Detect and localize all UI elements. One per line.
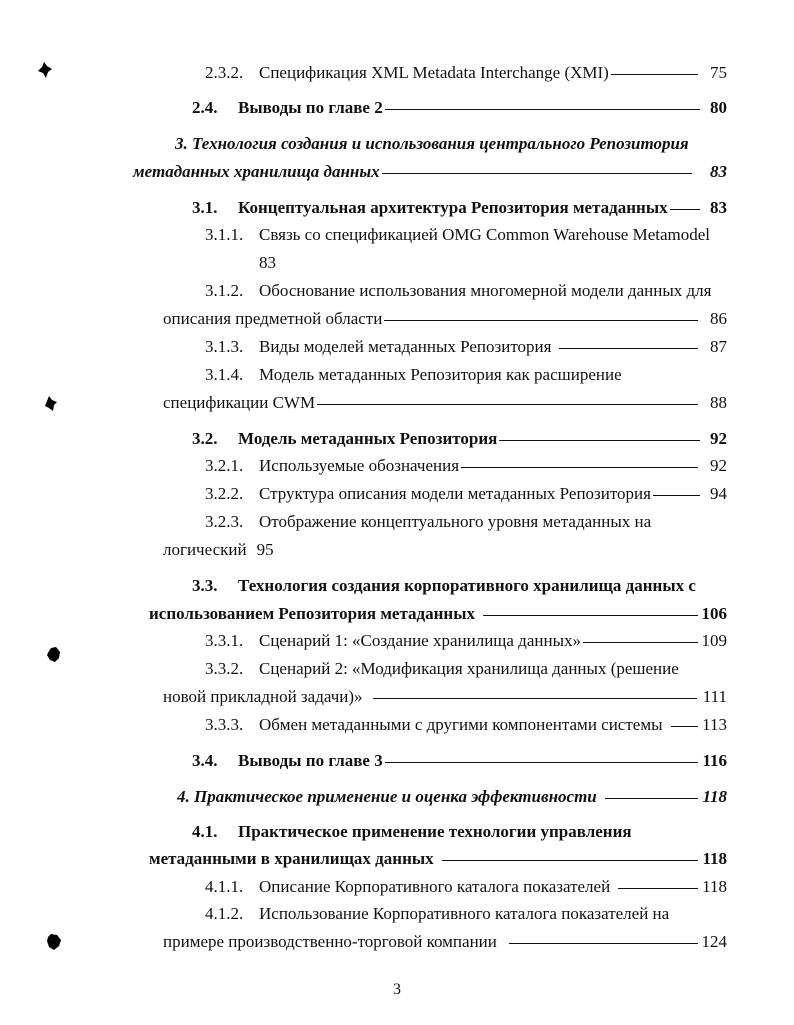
- toc-entry-3-1-4-line1[interactable]: [205, 364, 727, 386]
- toc-title-continued: использованием Репозитория метаданных: [149, 604, 475, 623]
- toc-entry-3-2-3[interactable]: [163, 539, 274, 561]
- toc-leader: [618, 888, 698, 889]
- toc-page-number: 95: [256, 540, 274, 559]
- toc-number: 3.2.3.: [205, 512, 244, 531]
- toc-leader: [499, 440, 700, 441]
- toc-entry-3-2[interactable]: [192, 428, 727, 450]
- scan-blot-icon: [44, 396, 58, 412]
- toc-page-number: 94: [710, 484, 727, 503]
- scan-blot-icon: [47, 934, 61, 950]
- toc-title: Практическое применение технологии управления: [238, 822, 632, 841]
- toc-title-continued: описания предметной области: [163, 309, 383, 328]
- toc-entry-3-1-3[interactable]: [205, 336, 727, 358]
- toc-leader: [653, 495, 700, 496]
- toc-leader: [483, 615, 698, 616]
- toc-page-number: 118: [702, 787, 727, 806]
- toc-leader: [385, 762, 699, 763]
- toc-number: 4.1.2.: [205, 904, 244, 923]
- toc-entry-3-3-line1[interactable]: [192, 575, 727, 597]
- toc-page-number: 83: [259, 253, 276, 272]
- toc-title: Выводы по главе 3: [238, 751, 383, 770]
- toc-number: 3.4.: [192, 751, 218, 770]
- toc-entry-3-line1[interactable]: 3. Технология создания и использования центрального Репозитория: [175, 134, 689, 153]
- toc-title: Использование Корпоративного каталога показателей на: [259, 904, 670, 923]
- toc-page-number: 83: [710, 162, 727, 181]
- toc-leader: [384, 320, 698, 321]
- toc-entry-3-3-2[interactable]: [163, 686, 727, 708]
- toc-number: 3.2.1.: [205, 456, 244, 475]
- toc-page-number: 118: [702, 877, 727, 896]
- toc-entry-3-4[interactable]: [192, 750, 727, 772]
- toc-page-number: 116: [702, 751, 727, 770]
- toc-leader: [671, 726, 699, 727]
- toc-entry-4-1-2[interactable]: [163, 931, 727, 953]
- toc-page-number: 87: [710, 337, 727, 356]
- toc-entry-3-3[interactable]: [149, 603, 727, 625]
- toc-leader: [382, 173, 692, 174]
- toc-leader: [559, 348, 698, 349]
- toc-page-number: 86: [710, 309, 727, 328]
- toc-number: 2.4.: [192, 98, 218, 117]
- toc-page-number: 83: [710, 198, 727, 217]
- toc-number: 3.1.: [192, 198, 218, 217]
- toc-number: 3.3.2.: [205, 659, 244, 678]
- toc-title: Отображение концептуального уровня метаданных на: [259, 512, 652, 531]
- toc-entry-4-1[interactable]: [149, 848, 727, 870]
- page-number-footer: 3: [393, 981, 401, 998]
- toc-leader: [461, 467, 698, 468]
- toc-title-continued: спецификации CWM: [163, 393, 316, 412]
- toc-page-number: 92: [710, 456, 727, 475]
- toc-page-number: 80: [710, 98, 727, 117]
- toc-leader: [670, 209, 700, 210]
- toc-entry-3-3-2-line1[interactable]: [205, 658, 727, 680]
- toc-number: 3.1.3.: [205, 337, 244, 356]
- toc-entry-3-2-1[interactable]: [205, 455, 727, 477]
- toc-title: Сценарий 1: «Создание хранилища данных»: [259, 631, 581, 650]
- toc-entry-3[interactable]: [133, 161, 727, 183]
- toc-entry-3-3-3[interactable]: [205, 714, 727, 736]
- toc-entry-4-1-2-line1[interactable]: [205, 903, 727, 925]
- toc-leader: [611, 74, 698, 75]
- toc-entry-3-2-2[interactable]: [205, 483, 727, 505]
- toc-entry-3-1-1[interactable]: [205, 224, 727, 246]
- toc-title: Концептуальная архитектура Репозитория метаданных: [238, 198, 668, 217]
- toc-number: 3.3.3.: [205, 715, 244, 734]
- toc-leader: [442, 860, 699, 861]
- toc-leader: [583, 642, 698, 643]
- toc-title-continued: новой прикладной задачи)»: [163, 687, 363, 706]
- toc-title: Обоснование использования многомерной модели данных для: [259, 281, 712, 300]
- toc-entry-4-1-line1[interactable]: [192, 821, 727, 843]
- toc-entry-4-1-1[interactable]: [205, 876, 727, 898]
- toc-entry-2-3-2[interactable]: [205, 62, 727, 84]
- toc-title: Связь со спецификацией OMG Common Warehouse Metamodel: [259, 225, 711, 244]
- toc-title-continued: примере производственно-торговой компании: [163, 932, 497, 951]
- toc-number: 3.2.2.: [205, 484, 244, 503]
- toc-title-continued: логический: [163, 540, 247, 559]
- toc-number: 2.3.2.: [205, 63, 244, 82]
- toc-entry-3-1[interactable]: [192, 197, 727, 219]
- toc-number: 3.1.2.: [205, 281, 244, 300]
- toc-leader: [373, 698, 697, 699]
- toc-title: Модель метаданных Репозитория как расширение: [259, 365, 622, 384]
- toc-entry-4[interactable]: [177, 786, 727, 808]
- toc-title: метаданных хранилища данных: [133, 162, 380, 181]
- toc-title: Структура описания модели метаданных Репозитория: [259, 484, 651, 503]
- toc-entry-3-1-2-line1[interactable]: [205, 280, 727, 302]
- toc-page-number: 75: [710, 63, 727, 82]
- toc-number: 3.3.1.: [205, 631, 244, 650]
- toc-title: Обмен метаданными с другими компонентами системы: [259, 715, 663, 734]
- toc-page-number: 124: [701, 932, 727, 951]
- toc-entry-3-3-1[interactable]: [205, 630, 727, 652]
- toc-number: 3.1.1.: [205, 225, 244, 244]
- toc-title: 4. Практическое применение и оценка эффективности: [177, 787, 597, 806]
- toc-number: 3.1.4.: [205, 365, 244, 384]
- toc-title: Описание Корпоративного каталога показателей: [259, 877, 611, 896]
- toc-entry-2-4[interactable]: [192, 97, 727, 119]
- toc-entry-3-1-2[interactable]: [163, 308, 727, 330]
- toc-page-number: 113: [702, 715, 727, 734]
- toc-leader: [509, 943, 698, 944]
- toc-page-number: 109: [701, 631, 727, 650]
- toc-leader: [385, 109, 700, 110]
- toc-entry-3-1-4[interactable]: [163, 392, 727, 414]
- toc-page-number: 88: [710, 393, 727, 412]
- toc-title: Сценарий 2: «Модификация хранилища данных (решение: [259, 659, 679, 678]
- toc-number: 4.1.: [192, 822, 218, 841]
- scan-blot-icon: [38, 62, 52, 78]
- toc-title-continued: метаданными в хранилищах данных: [149, 849, 434, 868]
- toc-title: Виды моделей метаданных Репозитория: [259, 337, 552, 356]
- toc-page-number: 92: [710, 429, 727, 448]
- toc-page-number: 118: [702, 849, 727, 868]
- scan-blot-icon: [47, 647, 61, 663]
- toc-title: Технология создания корпоративного хранилища данных с: [238, 576, 696, 595]
- toc-page-number: 106: [701, 604, 727, 623]
- toc-leader: [317, 404, 698, 405]
- toc-title: Используемые обозначения: [259, 456, 460, 475]
- toc-number: 3.3.: [192, 576, 218, 595]
- toc-entry-3-2-3-line1[interactable]: [205, 511, 727, 533]
- toc-title: Спецификация XML Metadata Interchange (XMI): [259, 63, 609, 82]
- toc-title: Выводы по главе 2: [238, 98, 383, 117]
- toc-number: 3.2.: [192, 429, 218, 448]
- toc-leader: [605, 798, 699, 799]
- toc-page-number: 111: [702, 687, 727, 706]
- toc-title: Модель метаданных Репозитория: [238, 429, 498, 448]
- toc-number: 4.1.1.: [205, 877, 244, 896]
